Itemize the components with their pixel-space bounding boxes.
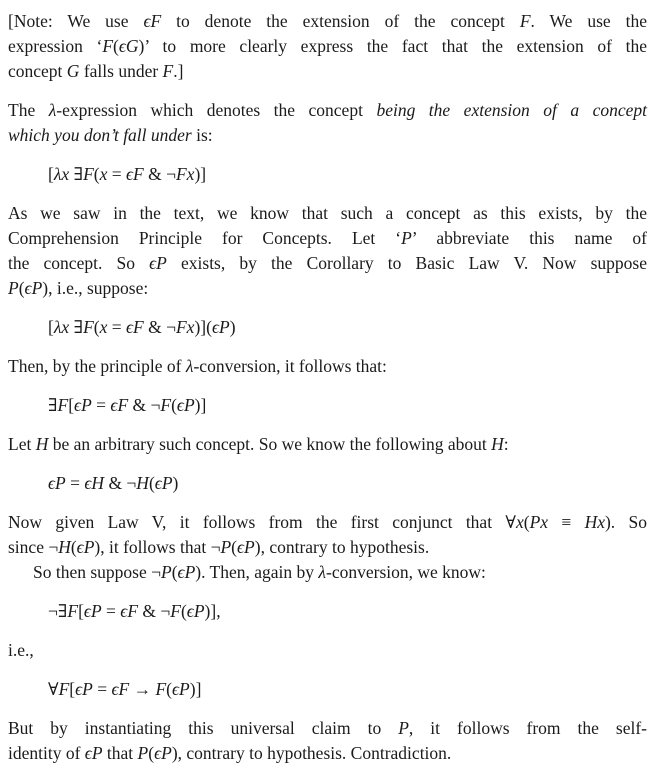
text-run: ( [148, 473, 155, 493]
text-line [8, 276, 647, 301]
italic-text-run: H [491, 434, 504, 454]
italic-text-run: ϵF [143, 11, 162, 31]
display-lambda-expression [8, 162, 647, 187]
italic-text-run: λ [48, 100, 57, 120]
comprehension-paragraph [8, 201, 647, 301]
text-line [8, 59, 647, 84]
italic-text-run: ϵP [237, 537, 255, 557]
text-run: .] [173, 61, 184, 81]
text-run: since ¬ [8, 537, 59, 557]
text-line [8, 98, 647, 123]
text-run: -conversion, it follows that: [193, 356, 387, 376]
text-run: expression ‘ [8, 36, 103, 56]
italic-text-run: ϵH [84, 473, 105, 493]
text-run: = [65, 473, 85, 493]
text-run: ¬∃ [48, 601, 68, 621]
text-run: But by instantiating this universal claim to [8, 718, 399, 738]
text-line [8, 741, 647, 766]
italic-text-run: ϵP [154, 473, 173, 493]
text-run: & ¬ [143, 164, 176, 184]
text-run: ∃ [69, 164, 84, 184]
italic-text-run: Fx [175, 317, 195, 337]
italic-text-run: λx [53, 164, 70, 184]
text-run: ( [93, 164, 100, 184]
text-run: = [92, 679, 112, 699]
text-run: ). So [604, 512, 647, 532]
italic-text-run: P [220, 537, 232, 557]
text-run: & ¬ [104, 473, 137, 493]
italic-text-run: Hx [584, 512, 605, 532]
text-line [8, 638, 647, 663]
italic-text-run: F [83, 317, 94, 337]
italic-text-run: H [136, 473, 149, 493]
italic-text-run: Px [529, 512, 549, 532]
italic-text-run: ϵP [211, 317, 230, 337]
italic-text-run: ϵP [76, 537, 95, 557]
italic-text-run: x [515, 512, 524, 532]
text-run: . We use the [530, 11, 647, 31]
display-universal-claim [8, 677, 647, 702]
italic-text-run: ϵP [149, 253, 167, 273]
italic-text-run: F [57, 395, 69, 415]
text-run: ), it follows that ¬ [94, 537, 221, 557]
text-run: ), contrary to hypothesis. Contradiction. [171, 743, 452, 763]
italic-text-run: H [35, 434, 49, 454]
text-run: -expression which denotes the concept [56, 100, 377, 120]
text-run: ( [93, 317, 100, 337]
text-run: ). Then, again by [195, 562, 319, 582]
text-run: → [129, 679, 156, 699]
italic-text-run: F [58, 679, 70, 699]
italic-text-run: F [67, 601, 79, 621]
italic-text-run: F [170, 601, 181, 621]
text-line [8, 510, 647, 535]
text-run: identity of [8, 743, 85, 763]
ie-paragraph [8, 638, 647, 663]
law-v-paragraph [8, 510, 647, 585]
text-run: be an arbitrary such concept. So we know the following about [48, 434, 492, 454]
text-run: ∀ [48, 679, 59, 699]
italic-text-run: ϵP [154, 743, 172, 763]
italic-text-run: F [102, 36, 114, 56]
italic-text-run: P [137, 743, 149, 763]
lambda-conversion-paragraph [8, 354, 647, 379]
text-run: )’ to more clearly express the fact that the extension of the [138, 36, 647, 56]
italic-text-run: F [155, 679, 167, 699]
text-run: ≡ [548, 512, 585, 532]
italic-text-run: P [398, 718, 409, 738]
text-run: [ [68, 395, 75, 415]
display-epsilon-identity [8, 471, 647, 496]
italic-text-run: F [519, 11, 531, 31]
text-run: Comprehension Principle for Concepts. Let ‘ [8, 228, 402, 248]
display-lambda-applied [8, 315, 647, 340]
text-run: ( [231, 537, 237, 557]
italic-text-run: ϵF [120, 601, 139, 621]
italic-text-run: F [83, 164, 94, 184]
text-run: Now given Law V, it follows from the first conjunct that ∀ [8, 512, 516, 532]
text-line [8, 226, 647, 251]
text-run: ( [171, 395, 177, 415]
text-run: ’ abbreviate this name of [411, 228, 647, 248]
text-run: ( [18, 278, 25, 298]
text-run: ), i.e., suppose: [42, 278, 149, 298]
text-run: & ¬ [128, 395, 161, 415]
text-run: ( [70, 537, 77, 557]
italic-text-run: ϵF [111, 679, 130, 699]
text-run: & ¬ [138, 601, 171, 621]
text-line [8, 34, 647, 59]
italic-text-run: ϵP [176, 395, 195, 415]
italic-text-run: F [162, 61, 174, 81]
italic-text-run: ϵF [126, 317, 144, 337]
text-run: ( [523, 512, 530, 532]
text-run: ∃ [69, 317, 84, 337]
italic-text-run: λx [53, 317, 70, 337]
text-run: i.e., [8, 640, 34, 660]
lambda-concept-paragraph [8, 98, 647, 148]
text-run: [ [78, 601, 84, 621]
text-line [8, 432, 647, 457]
text-run: exists, by the Corollary to Basic Law V. Now suppose [166, 253, 647, 273]
text-run: to denote the extension of the concept [161, 11, 520, 31]
italic-text-run: ϵG [118, 36, 139, 56]
italic-text-run: ϵF [110, 395, 129, 415]
text-run: the concept. So [8, 253, 150, 273]
text-run: ( [171, 562, 178, 582]
italic-text-run: F [160, 395, 172, 415]
conclusion-paragraph [8, 716, 647, 766]
italic-text-run: ϵP [177, 562, 196, 582]
italic-text-run: x [99, 164, 108, 184]
text-line [8, 535, 647, 560]
text-line [8, 560, 647, 585]
text-run: )] [194, 395, 207, 415]
italic-text-run: ϵP [83, 601, 102, 621]
text-run: )] [189, 679, 202, 699]
text-run: ), contrary to hypothesis. [254, 537, 430, 557]
text-run: & ¬ [143, 317, 176, 337]
text-run: [ [48, 317, 54, 337]
italic-text-run: ϵP [84, 743, 103, 763]
text-run: concept [8, 61, 67, 81]
display-existential-claim [8, 393, 647, 418]
note-paragraph [8, 9, 647, 84]
arbitrary-concept-paragraph [8, 432, 647, 457]
italic-text-run: ϵP [24, 278, 43, 298]
text-run: : [503, 434, 509, 454]
text-run: is: [191, 125, 213, 145]
text-run: ∃ [48, 395, 58, 415]
text-run: = [107, 317, 126, 337]
text-run: ( [180, 601, 187, 621]
italic-text-run: G [66, 61, 80, 81]
text-run: falls under [79, 61, 163, 81]
italic-text-run: P [161, 562, 172, 582]
italic-text-run: H [58, 537, 71, 557]
text-run: = [107, 164, 126, 184]
text-run: [Note: We use [8, 11, 144, 31]
text-run: )], [204, 601, 221, 621]
text-line [8, 716, 647, 741]
italic-text-run: P [401, 228, 412, 248]
text-run: that [102, 743, 138, 763]
text-run: , it follows from the self- [408, 718, 648, 738]
text-run: ) [172, 473, 179, 493]
italic-text-run: ϵP [172, 679, 190, 699]
italic-text-run: x [99, 317, 108, 337]
text-run: )]( [194, 317, 212, 337]
text-run: -conversion, we know: [326, 562, 486, 582]
text-run: ( [113, 36, 119, 56]
text-run: [ [69, 679, 76, 699]
text-run: Then, by the principle of [8, 356, 186, 376]
italic-text-run: ϵP [75, 679, 93, 699]
italic-text-run: being the extension of a concept [376, 100, 647, 120]
italic-text-run: ϵP [48, 473, 66, 493]
italic-text-run: λ [185, 356, 194, 376]
text-line [8, 123, 647, 148]
italic-text-run: Fx [175, 164, 195, 184]
text-run: = [101, 601, 121, 621]
italic-text-run: P [8, 278, 19, 298]
text-run: ( [148, 743, 155, 763]
text-run: ( [166, 679, 172, 699]
text-run: ) [229, 317, 236, 337]
italic-text-run: ϵP [74, 395, 92, 415]
text-run: The [8, 100, 49, 120]
text-run: As we saw in the text, we know that such a concept as this exists, by the [8, 203, 647, 223]
display-negated-existential [8, 599, 647, 624]
text-run: )] [194, 164, 207, 184]
italic-text-run: λ [318, 562, 326, 582]
text-run: [ [48, 164, 54, 184]
text-line [8, 251, 647, 276]
italic-text-run: which you don’t fall under [8, 125, 192, 145]
text-run: = [91, 395, 111, 415]
text-run: Let [8, 434, 36, 454]
italic-text-run: ϵF [126, 164, 144, 184]
text-line [8, 354, 647, 379]
italic-text-run: ϵP [186, 601, 205, 621]
text-line [8, 9, 647, 34]
text-run: So then suppose ¬ [33, 562, 161, 582]
text-line [8, 201, 647, 226]
